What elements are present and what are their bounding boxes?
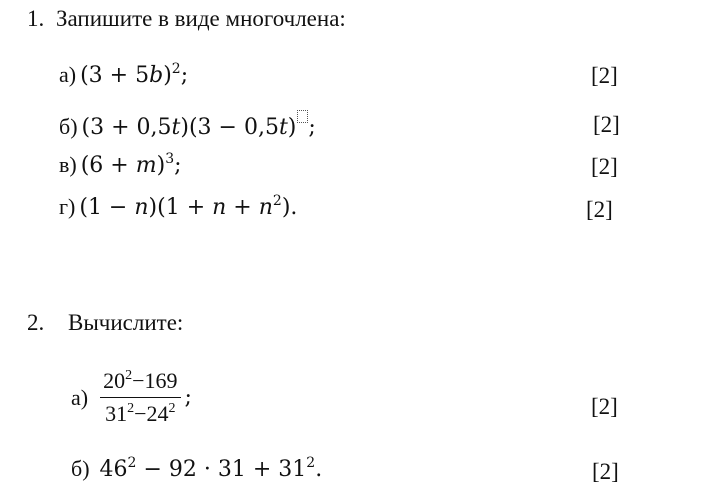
q1-item-b-expression: (3 + 0,5t)(3 − 0,5t) ; [82, 115, 316, 140]
q1-item-b [59, 110, 316, 140]
q1-item-b-label: б) [59, 114, 78, 139]
q1-item-c-mark: [2] [591, 154, 618, 179]
fraction-numerator: $20^2-169$ [103, 368, 178, 393]
question-1-number: 1. [27, 6, 45, 31]
q2-item-a [71, 368, 192, 427]
fraction-denominator: $31^2-24^2$ [105, 401, 176, 426]
question-1 [27, 6, 346, 32]
q2-item-b [71, 456, 322, 482]
q1-item-a [59, 62, 188, 88]
q2-item-a-fraction [100, 368, 180, 427]
q1-item-d-mark: [2] [586, 197, 613, 222]
q2-item-a-semicolon: ; [184, 385, 192, 410]
q1-item-d-label: г) [59, 194, 76, 219]
q1-item-c-expression: $(6 + m)^3$; [80, 151, 182, 178]
q1-item-a-expression: $(3 + 5b)^2$; [80, 61, 189, 88]
q1-item-b-mark: [2] [593, 112, 620, 137]
q1-item-d-expression: $(1 - n)(1 + n + n^2)$. [79, 193, 298, 220]
fraction-bar [100, 397, 180, 398]
question-2-title: Вычислите: [68, 310, 184, 335]
q1-item-a-label: а) [59, 62, 77, 87]
question-2-number: 2. [27, 310, 45, 335]
placeholder-box-icon [297, 110, 308, 123]
q2-item-b-expression: $46^2 - 92 \cdot 31 + 31^2$. [99, 455, 323, 482]
question-2 [27, 310, 183, 336]
q2-item-a-mark: [2] [591, 394, 618, 419]
q2-item-b-mark: [2] [592, 459, 619, 484]
q1-item-c-label: в) [59, 152, 77, 177]
q2-item-b-label: б) [71, 456, 90, 481]
q2-item-a-label: а) [71, 384, 89, 410]
q1-item-d [59, 194, 297, 220]
question-1-title: Запишите в виде многочлена: [56, 6, 346, 31]
q1-item-a-mark: [2] [591, 63, 618, 88]
q1-item-c [59, 152, 182, 178]
